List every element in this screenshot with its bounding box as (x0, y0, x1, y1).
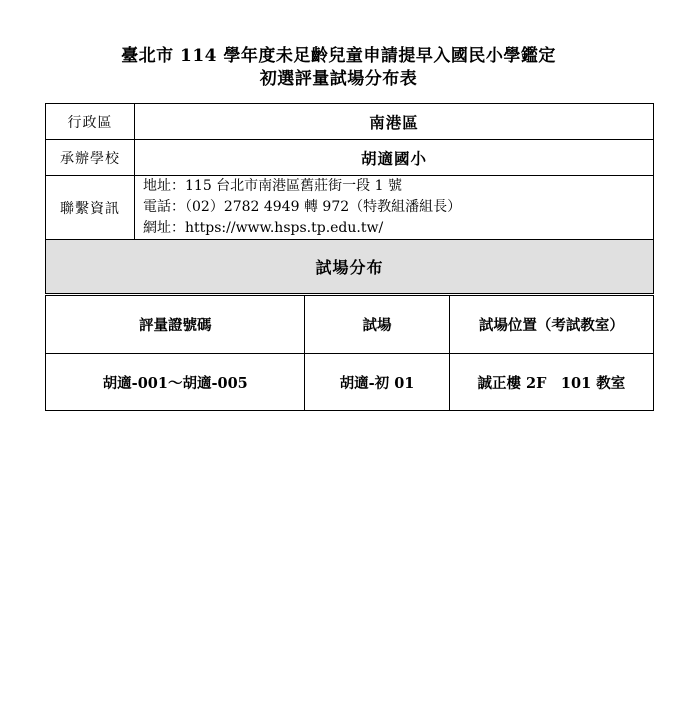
header-venue-location: 試場位置（考試教室） (449, 296, 653, 354)
contact-row (46, 176, 654, 240)
school-label: 承辦學校 (46, 140, 135, 176)
school-value: 胡適國小 (135, 140, 654, 176)
section-row (46, 240, 654, 294)
cell-venue-location: 誠正樓 2F 101 教室 (449, 354, 653, 411)
district-label: 行政區 (46, 104, 135, 140)
school-row (46, 140, 654, 176)
table-row (46, 354, 654, 411)
district-value: 南港區 (135, 104, 654, 140)
header-venue: 試場 (305, 296, 449, 354)
info-table (45, 103, 654, 294)
phone-text: 電話：（02）2782 4949 轉 972（特教組潘組長） (143, 199, 462, 215)
cell-venue: 胡適-初 01 (305, 354, 449, 411)
page-title-line-2: 初選評量試場分布表 (259, 69, 418, 89)
cell-cert-number: 胡適-001～胡適-005 (46, 354, 305, 411)
contact-label: 聯繫資訊 (46, 176, 135, 240)
district-row (46, 104, 654, 140)
venue-table (45, 295, 654, 411)
contact-details (135, 176, 654, 240)
header-cert-number: 評量證號碼 (46, 296, 305, 354)
section-title: 試場分布 (46, 240, 654, 294)
page-title-line-1: 臺北市 114 學年度未足齡兒童申請提早入國民小學鑑定 (121, 46, 556, 66)
address-text: 地址：115 台北市南港區舊莊街一段 1 號 (143, 178, 402, 194)
venue-header-row (46, 296, 654, 354)
website-link[interactable]: 網址：https://www.hsps.tp.edu.tw/ (143, 220, 384, 236)
